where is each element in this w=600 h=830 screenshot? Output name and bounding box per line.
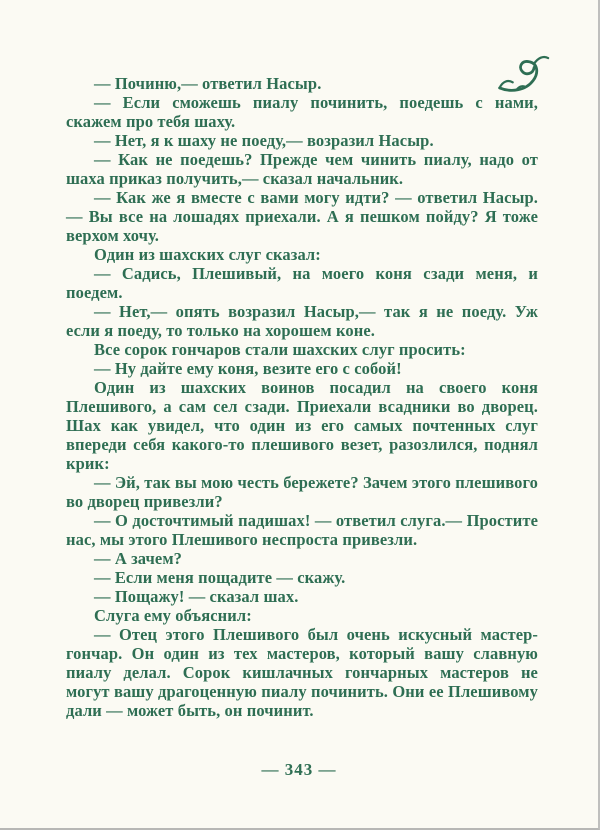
- paragraph: — Как же я вместе с вами могу идти? — ответил Насыр.— Вы все на лошадях приехали. А я пешком пойду? Я тоже верхом хочу.: [66, 188, 538, 245]
- paragraph: Один из шахских воинов посадил на своего коня Плешивого, а сам сел сзади. Приехали всадники во дворец. Шах как увидел, что один из его самых почтенных слуг впереди себя какого-то плешивого везет, разозлился, поднял крик:: [66, 378, 538, 473]
- paragraph: — Если меня пощадите — скажу.: [94, 568, 346, 587]
- paragraph: Слуга ему объяснил:: [94, 606, 252, 625]
- page-number: — 343 —: [261, 760, 337, 779]
- paragraph: — Починю,— ответил Насыр.: [94, 74, 322, 93]
- paragraph: — Нет, я к шаху не поеду,— возразил Насыр.: [94, 131, 434, 150]
- paragraph: — Садись, Плешивый, на моего коня сзади меня, и поедем.: [66, 264, 538, 302]
- paragraph: — Эй, так вы мою честь бережете? Зачем этого плешивого во дворец привезли?: [66, 473, 538, 511]
- paragraph: — Ну дайте ему коня, везите его с собой!: [94, 359, 402, 378]
- paragraph: — А зачем?: [94, 549, 183, 568]
- paragraph: — Если сможешь пиалу починить, поедешь с нами, скажем про тебя шаху.: [66, 93, 538, 131]
- paragraph: Все сорок гончаров стали шахских слуг просить:: [94, 340, 466, 359]
- paragraph: — Нет,— опять возразил Насыр,— так я не поеду. Уж если я поеду, то только на хорошем коне.: [66, 302, 538, 340]
- paragraph: — Пощажу! — сказал шах.: [94, 587, 299, 606]
- paragraph: — Отец этого Плешивого был очень искусный мастер-гончар. Он один из тех мастеров, который вашу славную пиалу делал. Сорок кишлачных гончарных мастеров не могут вашу драгоценную пиалу починить. Они ее Плешивому дали — может быть, он починит.: [66, 625, 538, 720]
- paragraph: Один из шахских слуг сказал:: [94, 245, 321, 264]
- paragraph: — О досточтимый падишах! — ответил слуга.— Простите нас, мы этого Плешивого неспроста привезли.: [66, 511, 538, 549]
- story-text: [66, 74, 538, 720]
- paragraph: — Как не поедешь? Прежде чем чинить пиалу, надо от шаха приказ получить,— сказал начальник.: [66, 150, 538, 188]
